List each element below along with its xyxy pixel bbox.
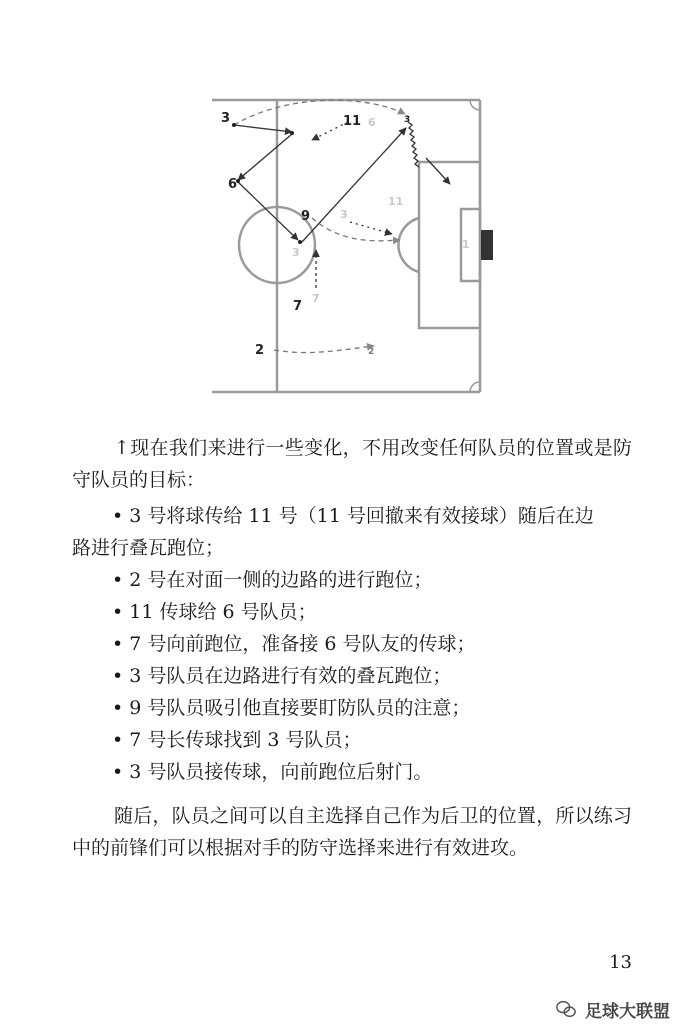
intro-paragraph	[72, 432, 632, 496]
pass-11-to-6	[238, 134, 292, 180]
page-number: 13	[609, 952, 632, 973]
player-3-label: 3	[221, 111, 231, 126]
long-pass-7-to-3	[302, 128, 406, 242]
player-6-label: 6	[228, 177, 238, 192]
list-item: • 3 号将球传给 11 号（11 号回撤来有效接球）随后在边 路进行叠瓦跑位；	[72, 505, 594, 559]
pitch-lines	[212, 100, 480, 392]
run-2	[274, 346, 374, 353]
player-7-label: 7	[293, 299, 303, 314]
chat-bubble-icon	[555, 998, 577, 1020]
pass-3-to-11	[234, 125, 292, 132]
list-item: • 7 号向前跑位，准备接 6 号队友的传球；	[112, 633, 476, 655]
faded-label: 11	[388, 195, 404, 208]
run-9	[312, 218, 400, 241]
player-2-run-label: 2	[368, 347, 375, 357]
faded-label: 7	[312, 292, 320, 305]
pass-6-to-7	[238, 182, 298, 240]
watermark	[555, 996, 670, 1022]
drill-steps-list	[72, 500, 632, 788]
ball-9	[350, 222, 392, 234]
faded-label: 3	[292, 246, 300, 259]
player-11-label: 11	[343, 114, 362, 129]
list-item: • 11 传球给 6 号队员；	[112, 601, 317, 623]
goal	[481, 230, 493, 260]
list-item: • 9 号队员吸引他直接要盯防队员的注意；	[112, 697, 471, 719]
dribble-3	[408, 122, 419, 167]
list-item: • 7 号长传球找到 3 号队员；	[112, 729, 362, 751]
tactics-diagram	[200, 92, 500, 402]
player-2-label: 2	[255, 343, 265, 358]
intro-text: 现在我们来进行一些变化，不用改变任何队员的位置或是防守队员的目标：	[72, 437, 632, 491]
closing-paragraph: 随后，队员之间可以自主选择自己作为后卫的位置，所以练习中的前锋们可以根据对手的防守选择来进行有效进攻。	[72, 805, 632, 859]
faded-label: 1	[462, 238, 470, 251]
faded-label: 3	[340, 208, 348, 221]
player-9-label: 9	[301, 209, 311, 224]
player-3-run-label: 3	[404, 115, 411, 125]
watermark-text: 足球大联盟	[585, 1001, 670, 1022]
list-item: • 2 号在对面一侧的边路的进行跑位；	[112, 569, 433, 591]
faded-label: 6	[368, 116, 376, 129]
run-line-3	[234, 100, 405, 125]
list-item: • 3 号队员接传球，向前跑位后射门。	[112, 761, 433, 783]
list-item: • 3 号队员在边路进行有效的叠瓦跑位；	[112, 665, 452, 687]
up-arrow-icon: ↑	[114, 437, 130, 459]
